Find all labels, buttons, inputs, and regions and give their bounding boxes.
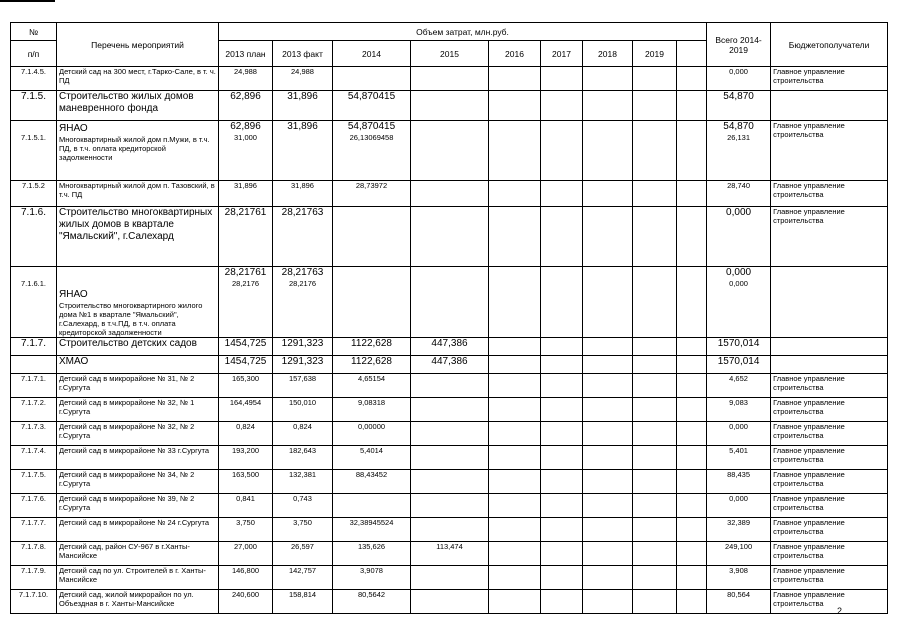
row-2015 [411, 422, 489, 446]
row-2015 [411, 446, 489, 470]
row-2013-plan: 1454,725 [219, 356, 273, 374]
row-2013-fact: 26,597 [273, 542, 333, 566]
row-spacer [677, 590, 707, 614]
row-2016 [489, 121, 541, 181]
row-2014: 28,73972 [333, 181, 411, 207]
row-2013-fact: 31,896 [273, 181, 333, 207]
row-2018 [583, 374, 633, 398]
row-2016 [489, 207, 541, 267]
row-id: 7.1.7.4. [11, 446, 57, 470]
row-spacer [677, 338, 707, 356]
row-2013-fact-pre: 31,896 [287, 121, 318, 132]
row-2013-fact-value: 28,2176 [288, 279, 317, 288]
row-2019 [633, 542, 677, 566]
row-recipient: Главное управление строительства [771, 374, 888, 398]
row-id: 7.1.5. [11, 91, 57, 121]
row-2015 [411, 398, 489, 422]
row-2014: 135,626 [333, 542, 411, 566]
row-2013-plan: 24,988 [219, 67, 273, 91]
row-2013-fact-pre: 28,21763 [281, 267, 324, 278]
row-2013-plan-value: 31,000 [234, 133, 257, 142]
row-id: 7.1.7.2. [11, 398, 57, 422]
row-2013-fact: 24,988 [273, 67, 333, 91]
row-name [57, 267, 219, 338]
row-2018 [583, 566, 633, 590]
row-2014: 54,870415 [333, 91, 411, 121]
row-total: 1570,014 [707, 356, 771, 374]
row-total: 0,000 [707, 207, 771, 267]
row-2019 [633, 518, 677, 542]
row-spacer [677, 470, 707, 494]
table-row [11, 267, 888, 338]
table-row [11, 91, 888, 121]
row-recipient [771, 356, 888, 374]
row-name: Детский сад, жилой микрорайон по ул. Объездная в г. Ханты-Мансийске [57, 590, 219, 614]
row-2016 [489, 91, 541, 121]
row-id: 7.1.7. [11, 338, 57, 356]
row-2013-plan: 240,600 [219, 590, 273, 614]
row-2013-fact: 182,643 [273, 446, 333, 470]
row-2016 [489, 446, 541, 470]
row-id: 7.1.7.7. [11, 518, 57, 542]
row-2013-fact: 1291,323 [273, 338, 333, 356]
table-row [11, 566, 888, 590]
row-total: 80,564 [707, 590, 771, 614]
row-2016 [489, 267, 541, 338]
row-2018 [583, 590, 633, 614]
row-id: 7.1.5.2 [11, 181, 57, 207]
row-2019 [633, 398, 677, 422]
row-recipient: Главное управление строительства [771, 566, 888, 590]
table-row [11, 356, 888, 374]
row-2016 [489, 67, 541, 91]
row-2014-value: 26,13069458 [349, 133, 394, 142]
table-row [11, 181, 888, 207]
header-2018: 2018 [583, 41, 633, 67]
header-2017: 2017 [541, 41, 583, 67]
row-recipient: Главное управление строительства [771, 494, 888, 518]
row-2014: 1122,628 [333, 356, 411, 374]
row-2019 [633, 566, 677, 590]
row-recipient [771, 91, 888, 121]
row-2018 [583, 398, 633, 422]
row-spacer [677, 91, 707, 121]
table-row [11, 518, 888, 542]
row-total: 5,401 [707, 446, 771, 470]
row-id: 7.1.7.1. [11, 374, 57, 398]
row-2013-fact: 142,757 [273, 566, 333, 590]
row-recipient [771, 267, 888, 338]
row-2019 [633, 121, 677, 181]
row-2018 [583, 338, 633, 356]
row-2013-plan: 28,21761 [219, 207, 273, 267]
row-2017 [541, 470, 583, 494]
row-spacer [677, 518, 707, 542]
row-2017 [541, 590, 583, 614]
row-2013-plan [219, 267, 273, 338]
header-total: Всего 2014-2019 [707, 23, 771, 67]
row-total: 9,083 [707, 398, 771, 422]
table-row [11, 398, 888, 422]
row-name: Детский сад в микрорайоне № 24 г.Сургута [57, 518, 219, 542]
row-name: Многоквартирный жилой дом п. Тазовский, в т.ч. ПД [57, 181, 219, 207]
row-id [11, 121, 57, 181]
row-2019 [633, 356, 677, 374]
page-number: 2 [837, 606, 843, 616]
row-2019 [633, 470, 677, 494]
row-2016 [489, 590, 541, 614]
row-2018 [583, 470, 633, 494]
row-2013-plan: 163,500 [219, 470, 273, 494]
row-2016 [489, 542, 541, 566]
row-2013-plan: 0,824 [219, 422, 273, 446]
row-2015 [411, 566, 489, 590]
row-2013-plan: 62,896 [219, 91, 273, 121]
row-2013-plan-pre: 62,896 [230, 121, 261, 132]
row-2013-fact [273, 121, 333, 181]
row-2013-plan-value: 28,2176 [231, 279, 260, 288]
row-id: 7.1.7.5. [11, 470, 57, 494]
row-2013-fact: 31,896 [273, 91, 333, 121]
row-2015 [411, 91, 489, 121]
header-2013-plan: 2013 план [219, 41, 273, 67]
row-name-value: Многоквартирный жилой дом п.Мужи, в т.ч. ПД, в т.ч. оплата кредиторской задолженности [59, 135, 210, 162]
header-num: № [11, 23, 57, 41]
row-2014: 0,00000 [333, 422, 411, 446]
row-2018 [583, 356, 633, 374]
row-2016 [489, 338, 541, 356]
row-2014 [333, 267, 411, 338]
row-2019 [633, 207, 677, 267]
row-spacer [677, 67, 707, 91]
row-2018 [583, 267, 633, 338]
table-row [11, 590, 888, 614]
table-row [11, 67, 888, 91]
row-2013-fact: 0,824 [273, 422, 333, 446]
row-total-value: 26,131 [727, 133, 751, 142]
row-id: 7.1.6. [11, 207, 57, 267]
row-2015 [411, 207, 489, 267]
row-2019 [633, 446, 677, 470]
row-spacer [677, 566, 707, 590]
row-2013-fact: 150,010 [273, 398, 333, 422]
row-2016 [489, 181, 541, 207]
row-recipient: Главное управление строительства [771, 422, 888, 446]
row-2017 [541, 446, 583, 470]
row-2015: 447,386 [411, 338, 489, 356]
row-name: Строительство детских садов [57, 338, 219, 356]
row-2013-plan: 27,000 [219, 542, 273, 566]
row-id: 7.1.7.6. [11, 494, 57, 518]
row-name-pre: ЯНАО [59, 289, 88, 300]
row-2019 [633, 494, 677, 518]
row-total: 4,652 [707, 374, 771, 398]
row-total: 88,435 [707, 470, 771, 494]
header-budget: Бюджетополучатели [771, 23, 888, 67]
row-total: 3,908 [707, 566, 771, 590]
row-2018 [583, 542, 633, 566]
row-2013-plan: 146,800 [219, 566, 273, 590]
row-2013-plan-pre: 28,21761 [224, 267, 267, 278]
row-2017 [541, 398, 583, 422]
row-total: 1570,014 [707, 338, 771, 356]
row-name-pre: ЯНАО [59, 123, 88, 134]
row-2019 [633, 267, 677, 338]
row-2019 [633, 374, 677, 398]
row-spacer [677, 374, 707, 398]
row-total: 28,740 [707, 181, 771, 207]
row-2014: 88,43452 [333, 470, 411, 494]
row-2016 [489, 374, 541, 398]
row-2014: 9,08318 [333, 398, 411, 422]
row-spacer [677, 494, 707, 518]
row-name: ХМАО [57, 356, 219, 374]
row-2015 [411, 518, 489, 542]
row-2016 [489, 422, 541, 446]
row-total-value: 0,000 [729, 279, 748, 288]
row-2016 [489, 494, 541, 518]
row-id [11, 356, 57, 374]
row-total: 54,870 [707, 91, 771, 121]
row-2019 [633, 422, 677, 446]
row-recipient: Главное управление строительства [771, 121, 888, 181]
row-2017 [541, 121, 583, 181]
row-id: 7.1.7.3. [11, 422, 57, 446]
row-recipient: Главное управление строительства [771, 446, 888, 470]
row-2018 [583, 422, 633, 446]
row-2013-fact: 28,21763 [273, 207, 333, 267]
row-2015: 447,386 [411, 356, 489, 374]
row-2015 [411, 181, 489, 207]
row-id: 7.1.4.5. [11, 67, 57, 91]
row-name [57, 121, 219, 181]
row-2018 [583, 67, 633, 91]
row-2015 [411, 374, 489, 398]
row-2013-plan: 164,4954 [219, 398, 273, 422]
row-id: 7.1.7.9. [11, 566, 57, 590]
header-num2: п/п [11, 41, 57, 67]
row-2013-fact [273, 267, 333, 338]
row-2019 [633, 181, 677, 207]
table-row [11, 338, 888, 356]
row-2015 [411, 494, 489, 518]
row-recipient: Главное управление строительства [771, 542, 888, 566]
row-recipient: Главное управление строительства [771, 398, 888, 422]
row-2015 [411, 590, 489, 614]
row-2014: 4,65154 [333, 374, 411, 398]
row-2019 [633, 590, 677, 614]
row-2017 [541, 422, 583, 446]
row-2014: 5,4014 [333, 446, 411, 470]
row-2017 [541, 338, 583, 356]
row-2015 [411, 67, 489, 91]
row-2014: 3,9078 [333, 566, 411, 590]
row-spacer [677, 207, 707, 267]
row-2015 [411, 121, 489, 181]
row-2016 [489, 470, 541, 494]
row-2013-plan: 3,750 [219, 518, 273, 542]
row-total: 0,000 [707, 494, 771, 518]
row-recipient [771, 338, 888, 356]
row-total-pre: 54,870 [723, 121, 754, 132]
row-2018 [583, 181, 633, 207]
row-total: 249,100 [707, 542, 771, 566]
row-2013-plan: 165,300 [219, 374, 273, 398]
row-total: 0,000 [707, 67, 771, 91]
table-row [11, 494, 888, 518]
row-2013-plan: 0,841 [219, 494, 273, 518]
row-total-pre: 0,000 [726, 267, 752, 278]
row-recipient: Главное управление строительства [771, 470, 888, 494]
row-total: 0,000 [707, 422, 771, 446]
row-2017 [541, 518, 583, 542]
row-total [707, 267, 771, 338]
row-2018 [583, 91, 633, 121]
row-id [11, 267, 57, 338]
row-2016 [489, 566, 541, 590]
row-2013-fact: 158,814 [273, 590, 333, 614]
row-2014 [333, 207, 411, 267]
row-2017 [541, 566, 583, 590]
row-2014-pre: 54,870415 [347, 121, 396, 132]
row-recipient: Главное управление строительства [771, 67, 888, 91]
row-2017 [541, 542, 583, 566]
row-id-gap [13, 267, 54, 279]
row-2014: 1122,628 [333, 338, 411, 356]
table-row [11, 470, 888, 494]
row-2017 [541, 267, 583, 338]
row-2013-fact: 157,638 [273, 374, 333, 398]
row-recipient: Главное управление строительства [771, 590, 888, 614]
row-name: Детский сад в микрорайоне № 33 г.Сургута [57, 446, 219, 470]
row-spacer [677, 446, 707, 470]
row-2015 [411, 470, 489, 494]
row-name: Строительство жилых домов маневренного фонда [57, 91, 219, 121]
row-2018 [583, 518, 633, 542]
row-id-value: 7.1.6.1. [20, 279, 47, 288]
top-rule [0, 0, 55, 2]
row-2015: 113,474 [411, 542, 489, 566]
row-name: Детский сад, район СУ-967 в г.Ханты-Мансийске [57, 542, 219, 566]
row-2018 [583, 446, 633, 470]
row-2014 [333, 67, 411, 91]
row-2013-fact: 3,750 [273, 518, 333, 542]
row-name: Детский сад в микрорайоне № 31, № 2 г.Сургута [57, 374, 219, 398]
row-name: Детский сад на 300 мест, г.Тарко-Сале, в т. ч. ПД [57, 67, 219, 91]
row-name: Строительство многоквартирных жилых домов в квартале "Ямальский", г.Салехард [57, 207, 219, 267]
row-name: Детский сад в микрорайоне № 39, № 2 г.Сургута [57, 494, 219, 518]
row-2017 [541, 91, 583, 121]
row-2013-plan [219, 121, 273, 181]
header-2016: 2016 [489, 41, 541, 67]
row-2013-plan: 1454,725 [219, 338, 273, 356]
row-name: Детский сад в микрорайоне № 32, № 2 г.Сургута [57, 422, 219, 446]
header-spacer [677, 41, 707, 67]
expenses-table [10, 22, 888, 614]
row-name: Детский сад в микрорайоне № 34, № 2 г.Сургута [57, 470, 219, 494]
row-2017 [541, 181, 583, 207]
row-2018 [583, 121, 633, 181]
row-recipient: Главное управление строительства [771, 207, 888, 267]
row-2017 [541, 374, 583, 398]
row-2016 [489, 398, 541, 422]
row-2013-fact: 132,381 [273, 470, 333, 494]
row-2017 [541, 67, 583, 91]
row-recipient: Главное управление строительства [771, 518, 888, 542]
row-2015 [411, 267, 489, 338]
header-2019: 2019 [633, 41, 677, 67]
table-row [11, 121, 888, 181]
row-2018 [583, 494, 633, 518]
row-spacer [677, 267, 707, 338]
row-name: Детский сад в микрорайоне № 32, № 1 г.Сургута [57, 398, 219, 422]
header-volume: Объем затрат, млн.руб. [219, 23, 707, 41]
row-2018 [583, 207, 633, 267]
row-id-gap [13, 121, 54, 133]
row-total [707, 121, 771, 181]
table-row [11, 207, 888, 267]
header-2013-fact: 2013 факт [273, 41, 333, 67]
row-2014: 80,5642 [333, 590, 411, 614]
row-id-value: 7.1.5.1. [20, 133, 47, 142]
table-row [11, 374, 888, 398]
row-2017 [541, 356, 583, 374]
row-2016 [489, 356, 541, 374]
header-2015: 2015 [411, 41, 489, 67]
row-id: 7.1.7.10. [11, 590, 57, 614]
row-spacer [677, 181, 707, 207]
row-name: Детский сад по ул. Строителей в г. Ханты-Мансийске [57, 566, 219, 590]
row-2013-plan: 193,200 [219, 446, 273, 470]
row-2019 [633, 67, 677, 91]
row-2017 [541, 207, 583, 267]
row-recipient: Главное управление строительства [771, 181, 888, 207]
row-spacer [677, 121, 707, 181]
row-2019 [633, 338, 677, 356]
row-2017 [541, 494, 583, 518]
row-spacer [677, 356, 707, 374]
row-spacer [677, 542, 707, 566]
table-row [11, 422, 888, 446]
row-2014: 32,38945524 [333, 518, 411, 542]
row-id: 7.1.7.8. [11, 542, 57, 566]
table-row [11, 446, 888, 470]
row-spacer [677, 422, 707, 446]
row-2016 [489, 518, 541, 542]
header-list: Перечень мероприятий [57, 23, 219, 67]
row-2013-fact: 1291,323 [273, 356, 333, 374]
row-name-value: Строительство многоквартирного жилого дома №1 в квартале "Ямальский", г.Салехард, в т.ч.ПД, в т.ч. оплата кредиторской задолженности [59, 301, 203, 337]
table-row [11, 542, 888, 566]
row-total: 32,389 [707, 518, 771, 542]
row-2019 [633, 91, 677, 121]
row-2013-fact: 0,743 [273, 494, 333, 518]
row-2014 [333, 121, 411, 181]
row-2014 [333, 494, 411, 518]
row-spacer [677, 398, 707, 422]
header-2014: 2014 [333, 41, 411, 67]
row-2013-plan: 31,896 [219, 181, 273, 207]
